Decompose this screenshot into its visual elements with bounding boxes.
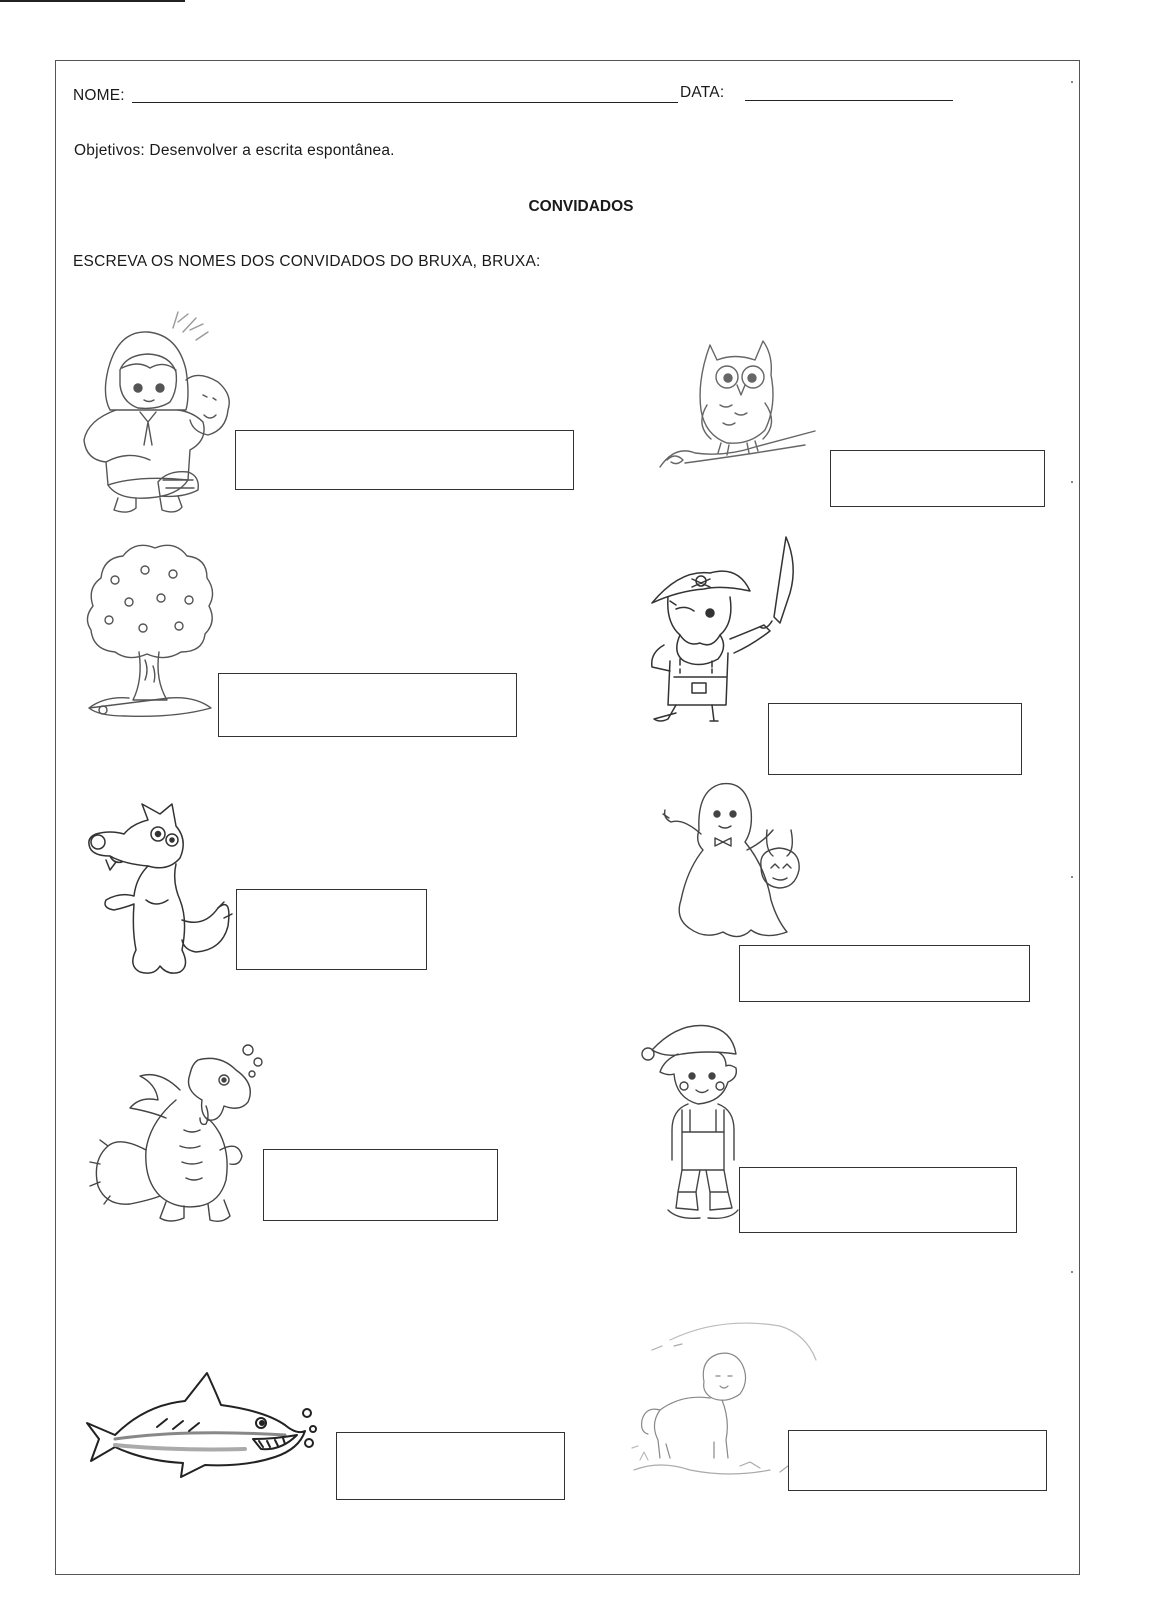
dragon-icon (80, 1040, 270, 1230)
scan-speck (1071, 876, 1073, 878)
date-field[interactable] (745, 100, 953, 101)
answer-box-shark[interactable] (336, 1432, 565, 1500)
shark-icon (85, 1365, 325, 1480)
answer-box-pirate[interactable] (768, 703, 1022, 775)
answer-box-apple-tree[interactable] (218, 673, 517, 737)
ghost-icon (655, 770, 825, 945)
owl-icon (655, 335, 820, 480)
scan-edge-line (0, 0, 185, 2)
answer-box-elf[interactable] (739, 1167, 1017, 1233)
answer-box-ghost[interactable] (739, 945, 1030, 1002)
page-title: CONVIDADOS (528, 198, 634, 215)
answer-box-dragon[interactable] (263, 1149, 498, 1221)
name-field[interactable] (132, 102, 678, 103)
pirate-icon (640, 535, 815, 725)
red-riding-hood-icon (78, 310, 238, 520)
instruction-text: ESCREVA OS NOMES DOS CONVIDADOS DO BRUXA, BRUXA: (73, 253, 541, 270)
answer-box-lion[interactable] (788, 1430, 1047, 1491)
name-label: NOME: (73, 87, 125, 104)
answer-box-wolf[interactable] (236, 889, 427, 970)
scan-speck (1071, 481, 1073, 483)
wolf-icon (80, 800, 240, 980)
answer-box-owl[interactable] (830, 450, 1045, 507)
date-label: DATA: (680, 84, 725, 101)
objectives-text: Objetivos: Desenvolver a escrita espontânea. (74, 142, 395, 159)
scan-speck (1071, 1271, 1073, 1273)
scan-speck (1071, 81, 1073, 83)
apple-tree-icon (85, 540, 215, 725)
answer-box-red-riding-hood[interactable] (235, 430, 574, 490)
